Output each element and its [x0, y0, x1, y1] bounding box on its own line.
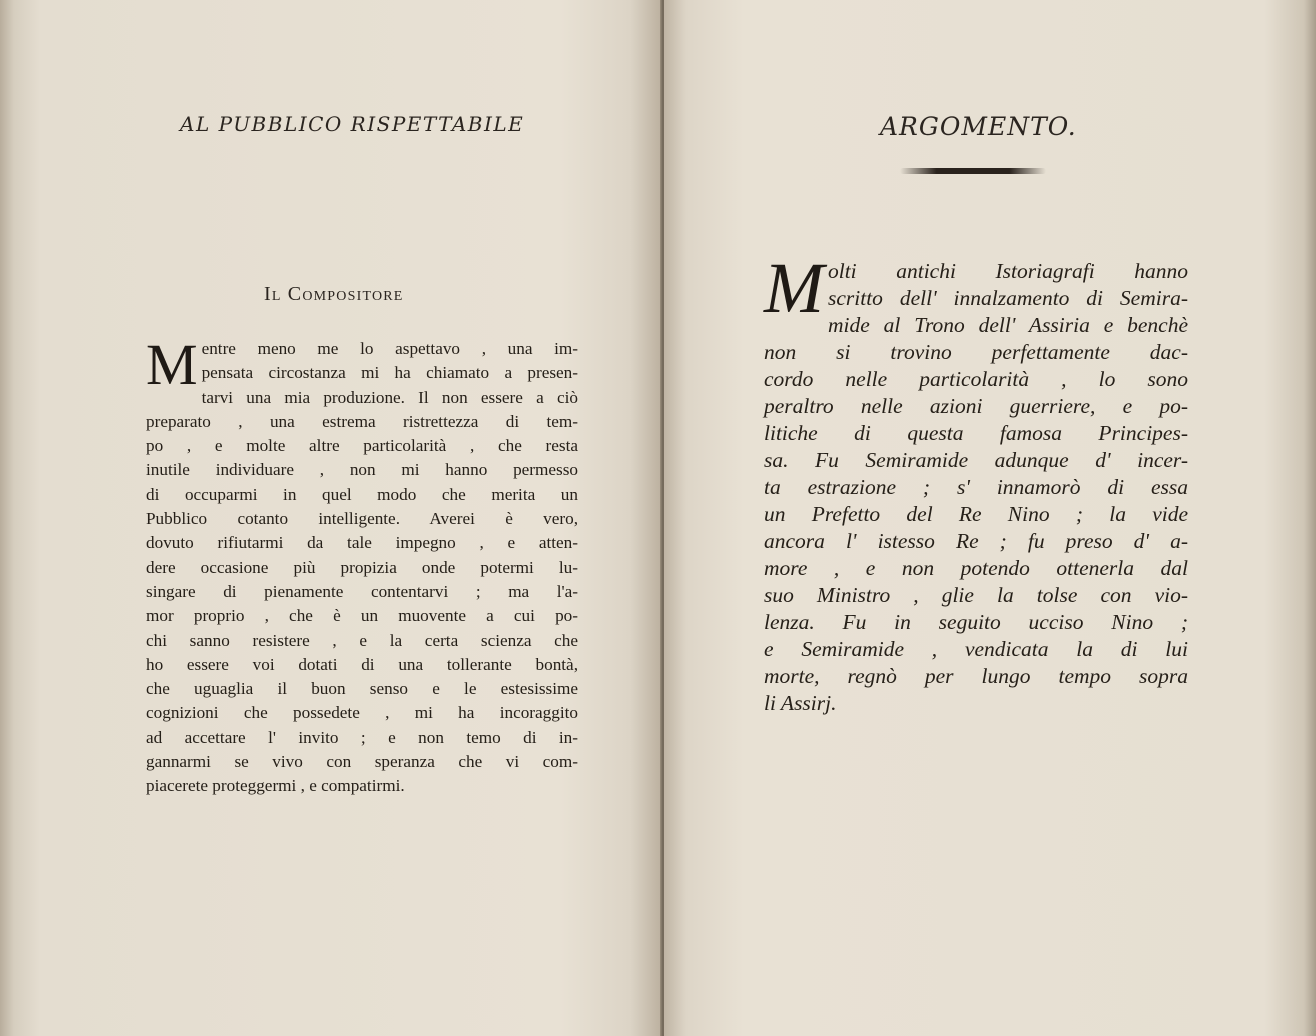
- text-line: peraltro nelle azioni guerriere, e po-: [764, 394, 1188, 418]
- text-line: cordo nelle particolarità , lo sono: [764, 367, 1188, 391]
- text-line: olti antichi Istoriagrafi hanno: [827, 259, 1188, 283]
- text-line: ho essere voi dotati di una tollerante bontà,: [146, 654, 578, 674]
- text-line: di occuparmi in quel modo che merita un: [146, 484, 578, 504]
- text-line: suo Ministro , glie la tolse con vio-: [764, 583, 1188, 607]
- text-line: po , e molte altre particolarità , che resta: [146, 436, 578, 456]
- text-line: litiche di questa famosa Principes-: [764, 421, 1188, 445]
- text-line: piacerete proteggermi , e compatirmi.: [146, 776, 405, 796]
- text-line: ta estrazione ; s' innamorò di essa: [764, 475, 1188, 499]
- right-page-heading: ARGOMENTO.: [880, 112, 1077, 141]
- text-line: mor proprio , che è un muovente a cui po-: [146, 606, 578, 626]
- text-line: tarvi una mia produzione. Il non essere a ciò: [201, 387, 578, 407]
- text-line: che uguaglia il buon senso e le estesissime: [146, 679, 578, 699]
- argument-text: [764, 248, 1188, 717]
- text-line: ancora l' istesso Re ; fu preso d' a-: [764, 529, 1188, 553]
- text-line: gannarmi se vivo con speranza che vi com-: [146, 752, 578, 772]
- text-line: Pubblico cotanto intelligente. Averei è vero,: [146, 509, 578, 529]
- text-line: scritto dell' innalzamento di Semira-: [827, 286, 1188, 310]
- text-line: dovuto rifiutarmi da tale impegno , e atten-: [146, 533, 578, 553]
- text-line: preparato , una estrema ristrettezza di tem-: [146, 411, 578, 431]
- author-heading: Il Compositore: [264, 283, 404, 305]
- drop-cap: M: [146, 332, 198, 397]
- text-line: chi sanno resistere , e la certa scienza che: [146, 630, 578, 650]
- text-line: morte, regnò per lungo tempo sopra: [764, 664, 1188, 688]
- text-line: inutile individuare , non mi hanno permesso: [146, 460, 578, 480]
- text-line: mide al Trono dell' Assiria e benchè: [827, 313, 1188, 337]
- text-line: lenza. Fu in seguito ucciso Nino ;: [764, 610, 1188, 634]
- text-line: non si trovino perfettamente dac-: [764, 340, 1188, 364]
- text-line: e Semiramide , vendicata la di lui: [764, 637, 1188, 661]
- text-line: li Assirj.: [764, 691, 837, 715]
- text-line: entre meno me lo aspettavo , una im-: [201, 339, 578, 358]
- right-page: [664, 0, 1316, 1036]
- dedication-text: [146, 332, 578, 799]
- text-line: ad accettare l' invito ; e non temo di in-: [146, 727, 578, 747]
- text-line: dere occasione più propizia onde potermi lu-: [146, 557, 578, 577]
- text-line: sa. Fu Semiramide adunque d' incer-: [764, 448, 1188, 472]
- text-line: singare di pienamente contentarvi ; ma l'a-: [146, 581, 578, 601]
- drop-cap: M: [764, 248, 824, 328]
- text-line: cognizioni che possedete , mi ha incoraggito: [146, 703, 578, 723]
- text-line: more , e non potendo ottenerla dal: [764, 556, 1188, 580]
- left-page-heading: AL PUBBLICO RISPETTABILE: [180, 112, 525, 136]
- text-line: pensata circostanza mi ha chiamato a presen-: [201, 363, 578, 383]
- text-line: un Prefetto del Re Nino ; la vide: [764, 502, 1188, 526]
- ornamental-rule: [900, 168, 1046, 174]
